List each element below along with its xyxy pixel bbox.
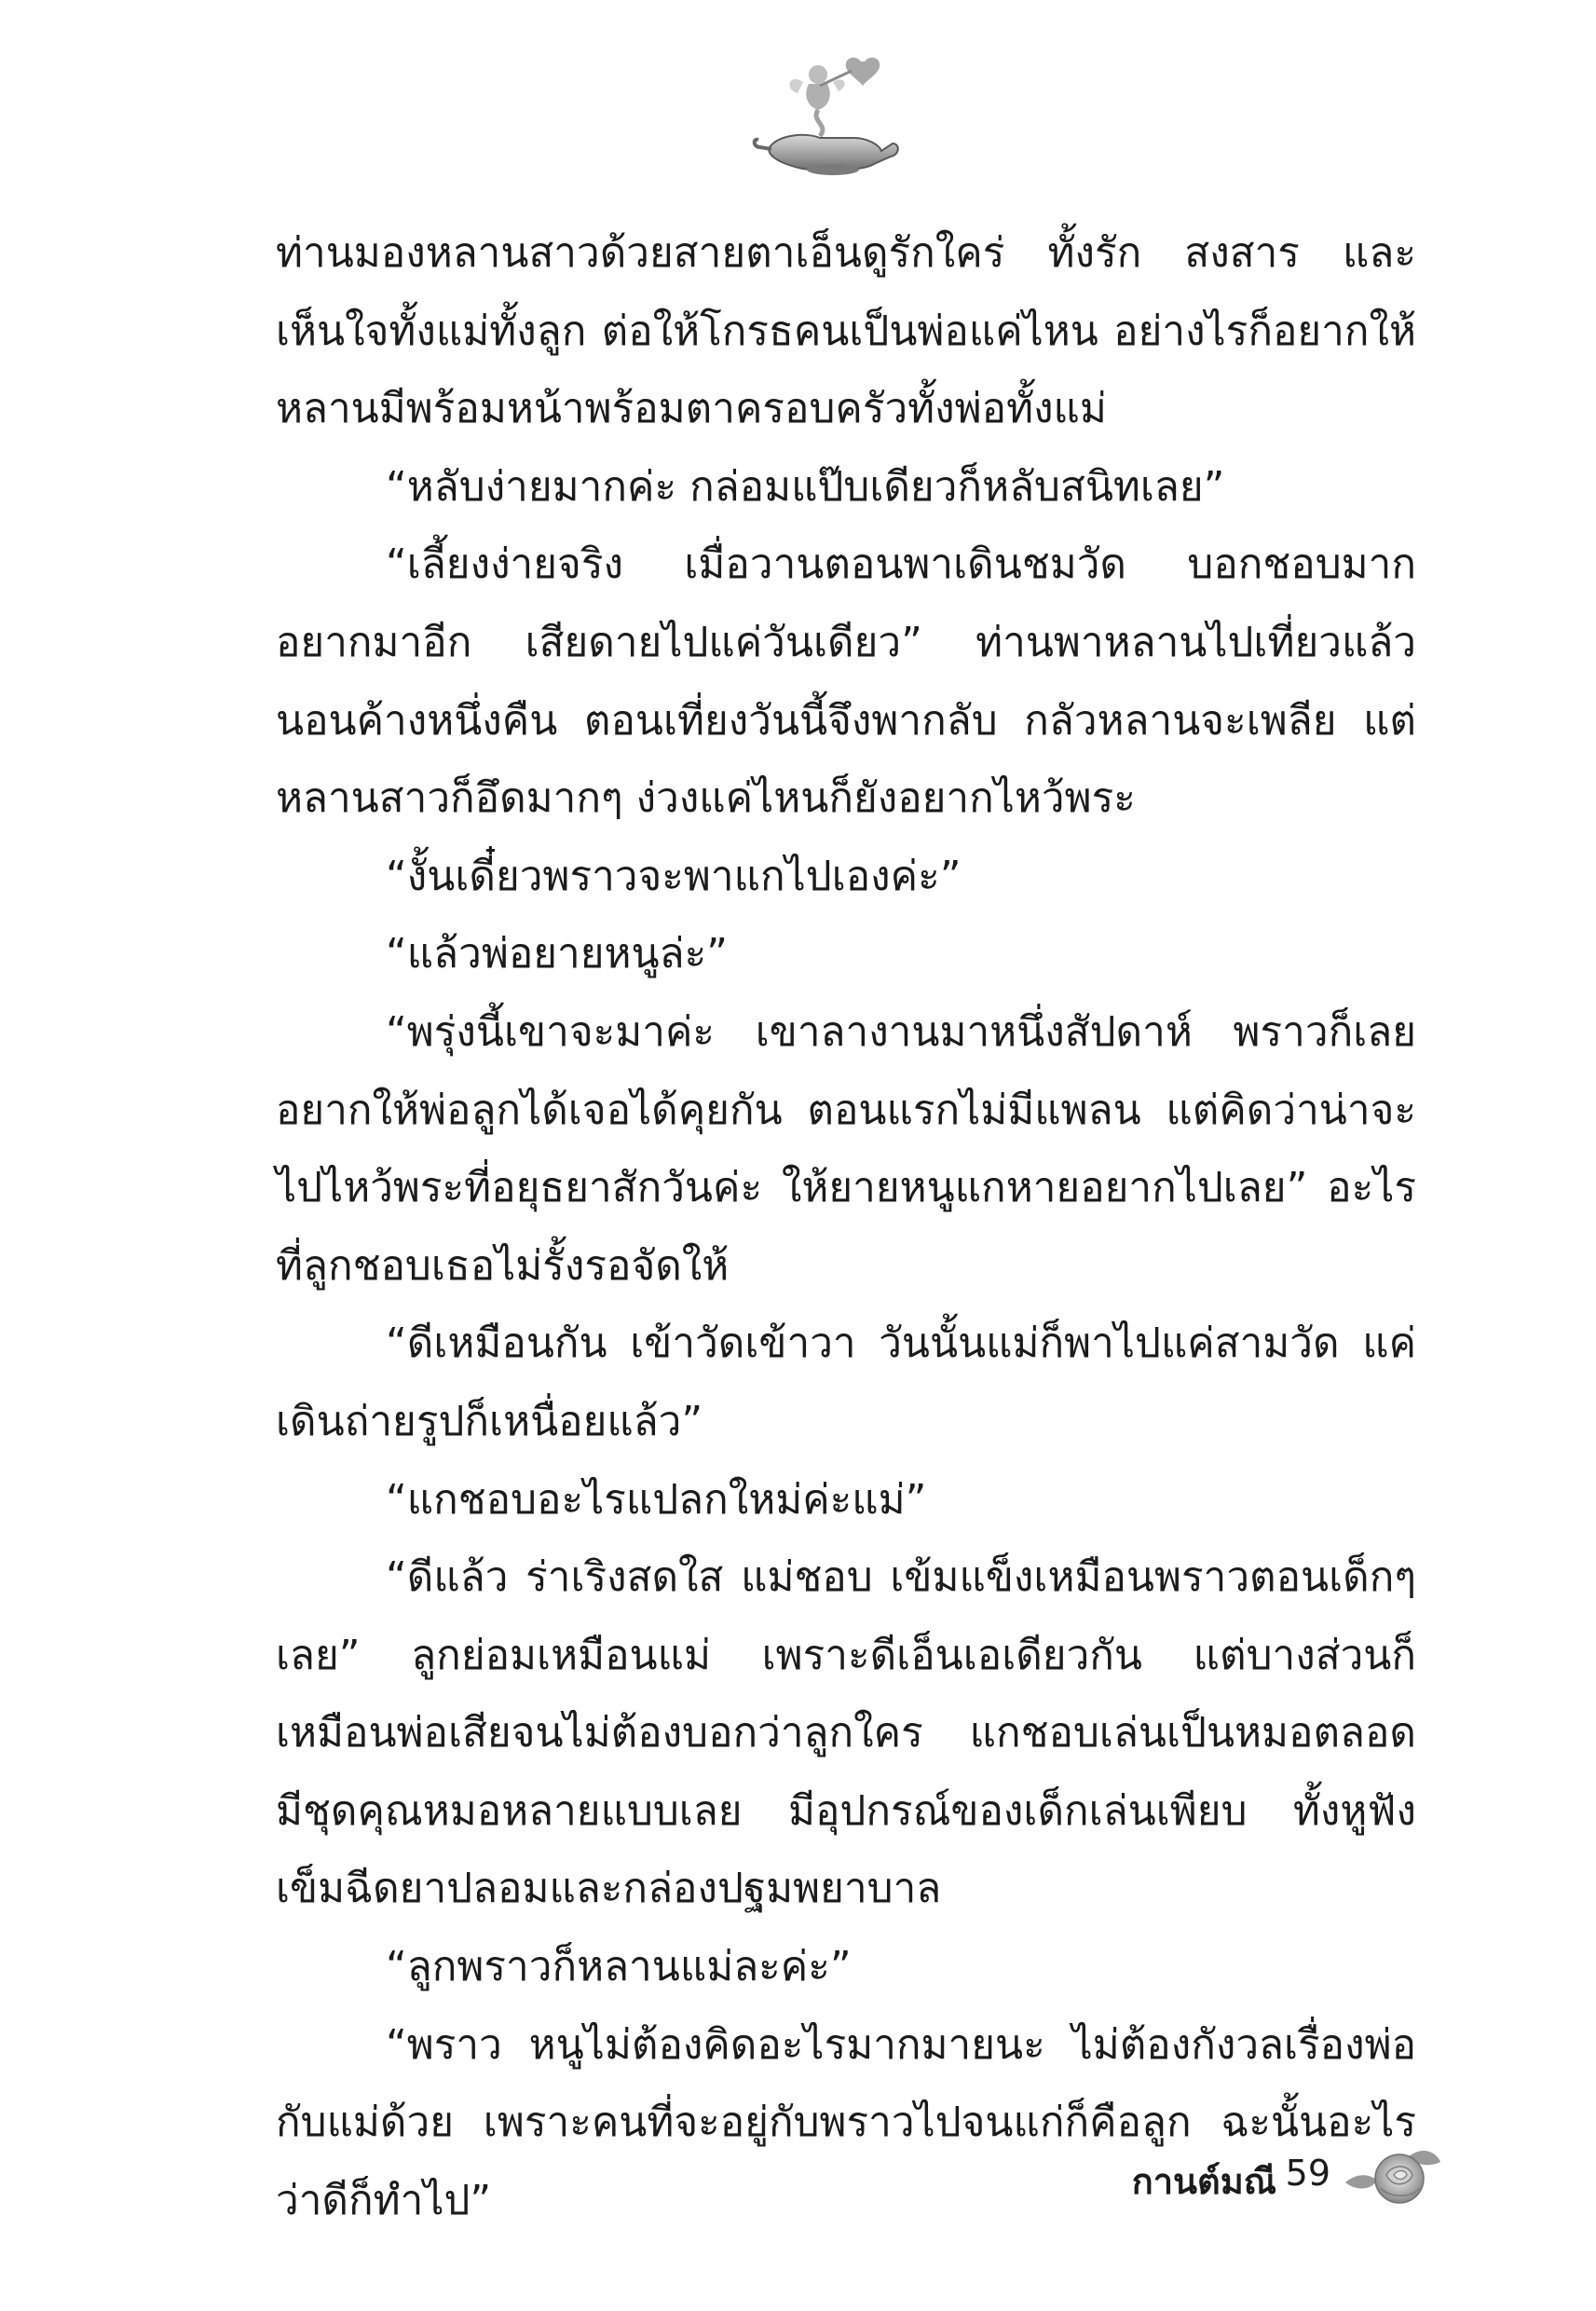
book-title: กานต์มณี: [1131, 2161, 1276, 2202]
page-footer: [1090, 2143, 1444, 2208]
paragraph: “ลูกพราวก็หลานแม่ละค่ะ”: [386, 1943, 852, 1991]
story-body: [276, 214, 1416, 2239]
rose-icon: [1344, 2143, 1444, 2208]
paragraph: “หลับง่ายมากค่ะ กล่อมแป๊บเดียวก็หลับสนิทเลย”: [386, 462, 1225, 511]
paragraph: “แล้วพ่อยายหนูล่ะ”: [386, 930, 728, 978]
paragraph: “เลี้ยงง่ายจริง เมื่อวานตอนพาเดินชมวัด บอกชอบมากอยากมาอีก เสียดายไปแค่วันเดียว” ท่านพาหลานไปเที่ยวแล้วนอนค้างหนึ่งคืน ตอนเที่ยงวันนี้จึงพากลับ กลัวหลานจะเพลีย แต่หลานสาวก็อึดมากๆ ง่วงแค่ไหนก็ยังอยากไหว้พระ: [276, 540, 1416, 823]
paragraph: “งั้นเดี๋ยวพราวจะพาแกไปเองค่ะ”: [386, 852, 962, 900]
paragraph: “ดีเหมือนกัน เข้าวัดเข้าวา วันนั้นแม่ก็พาไปแค่สามวัด แค่เดินถ่ายรูปก็เหนื่อยแล้ว”: [276, 1320, 1416, 1445]
paragraph: “แกชอบอะไรแปลกใหม่ค่ะแม่”: [386, 1475, 927, 1524]
paragraph: “พรุ่งนี้เขาจะมาค่ะ เขาลางานมาหนึ่งสัปดาห์ พราวก็เลยอยากให้พ่อลูกได้เจอได้คุยกัน ตอนแรกไม่มีแพลน แต่คิดว่าน่าจะไปไหว้พระที่อยุธยาสักวันค่ะ ให้ยายหนูแกหายอยากไปเลย” อะไรที่ลูกชอบเธอไม่รั้งรอจัดให้: [276, 1007, 1416, 1290]
cupid-genie-lamp-icon: [751, 54, 909, 185]
paragraph: ท่านมองหลานสาวด้วยสายตาเอ็นดูรักใคร่ ทั้งรัก สงสาร และเห็นใจทั้งแม่ทั้งลูก ต่อให้โกรธคนเป็นพ่อแค่ไหน อย่างไรก็อยากให้หลานมีพร้อมหน้าพร้อมตาครอบครัวทั้งพ่อทั้งแม่: [276, 229, 1416, 433]
paragraph: “พราว หนูไม่ต้องคิดอะไรมากมายนะ ไม่ต้องกังวลเรื่องพ่อกับแม่ด้วย เพราะคนที่จะอยู่กับพราวไปจนแก่ก็คือลูก ฉะนั้นอะไรว่าดีก็ทำไป”: [276, 2020, 1416, 2224]
page-number: 59: [1285, 2153, 1330, 2194]
paragraph: “ดีแล้ว ร่าเริงสดใส แม่ชอบ เข้มแข็งเหมือนพราวตอนเด็กๆ เลย” ลูกย่อมเหมือนแม่ เพราะดีเอ็นเอเดียวกัน แต่บางส่วนก็เหมือนพ่อเสียจนไม่ต้องบอกว่าลูกใคร แกชอบเล่นเป็นหมอตลอด มีชุดคุณหมอหลายแบบเลย มีอุปกรณ์ของเด็กเล่นเพียบ ทั้งหูฟัง เข็มฉีดยาปลอมและกล่องปฐมพยาบาล: [276, 1553, 1416, 1913]
